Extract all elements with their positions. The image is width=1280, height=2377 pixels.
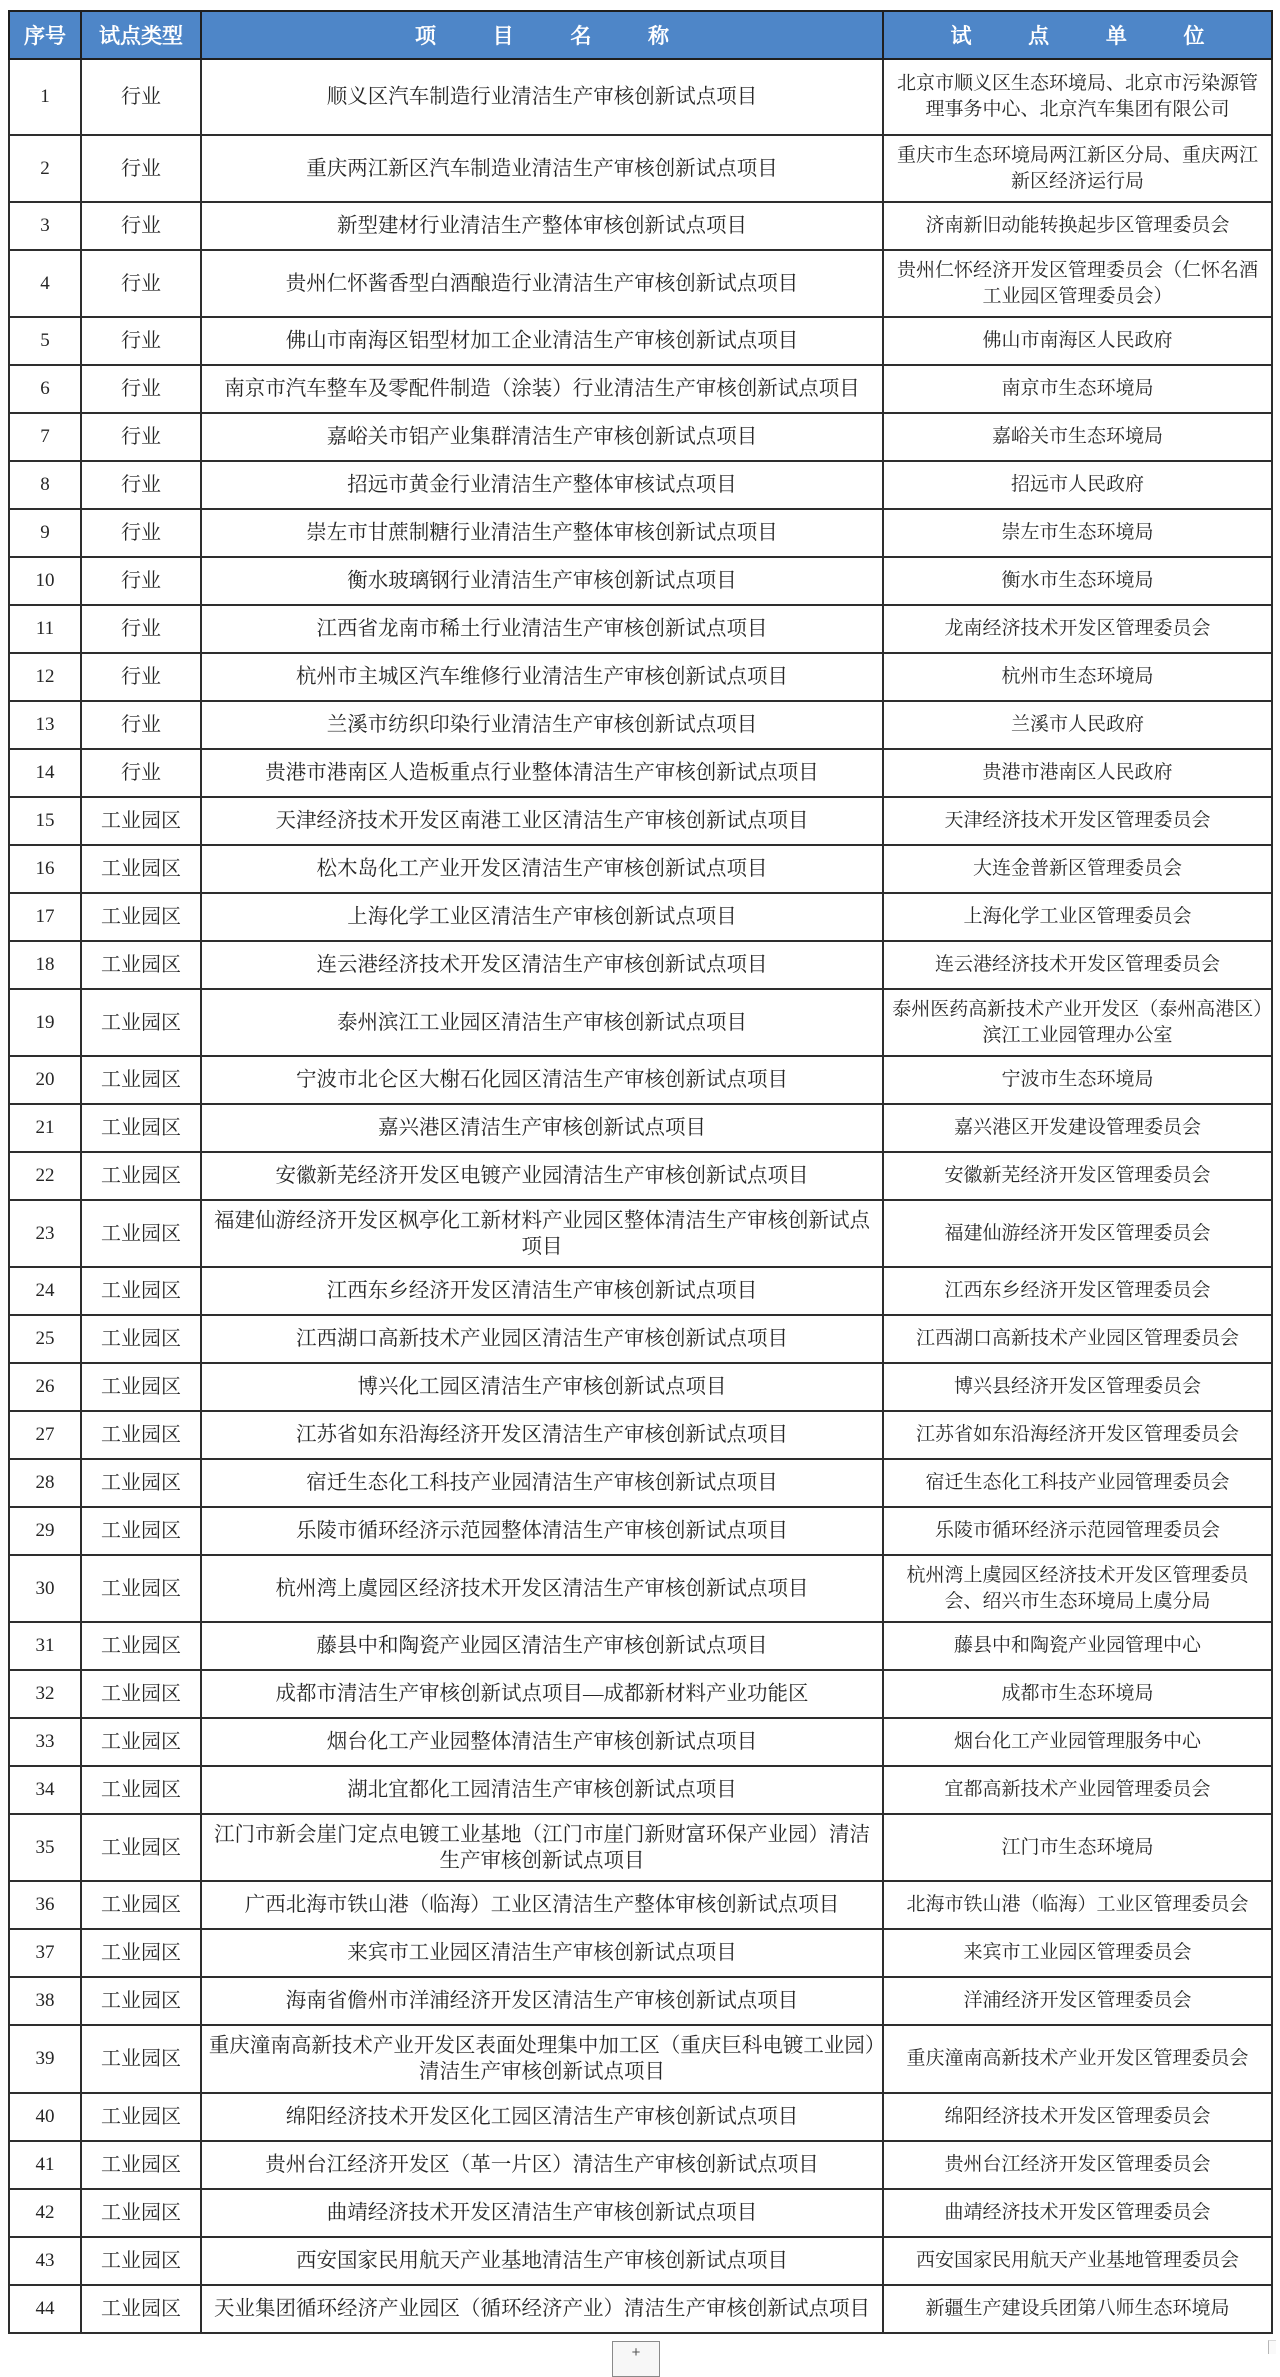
pilot-unit-cell: 北海市铁山港（临海）工业区管理委员会 — [883, 1881, 1272, 1929]
row-number-cell: 44 — [9, 2285, 81, 2333]
pilot-unit-cell: 杭州湾上虞园区经济技术开发区管理委员会、绍兴市生态环境局上虞分局 — [883, 1555, 1272, 1622]
pilot-type-cell: 工业园区 — [81, 2285, 201, 2333]
pilot-type-cell: 工业园区 — [81, 845, 201, 893]
table-row — [9, 2237, 1272, 2285]
pilot-type-cell: 行业 — [81, 317, 201, 365]
row-number-cell: 14 — [9, 749, 81, 797]
row-number-cell: 3 — [9, 202, 81, 250]
pilot-type-cell: 工业园区 — [81, 2025, 201, 2093]
table-row — [9, 2189, 1272, 2237]
table-row — [9, 317, 1272, 365]
project-name-cell: 贵港市港南区人造板重点行业整体清洁生产审核创新试点项目 — [201, 749, 883, 797]
project-name-cell: 贵州台江经济开发区（革一片区）清洁生产审核创新试点项目 — [201, 2141, 883, 2189]
pilot-unit-cell: 宿迁生态化工科技产业园管理委员会 — [883, 1459, 1272, 1507]
row-number-cell: 22 — [9, 1152, 81, 1200]
pilot-type-cell: 工业园区 — [81, 1315, 201, 1363]
pilot-unit-cell: 连云港经济技术开发区管理委员会 — [883, 941, 1272, 989]
table-row — [9, 845, 1272, 893]
row-number-cell: 2 — [9, 135, 81, 202]
table-row — [9, 1881, 1272, 1929]
project-name-cell: 泰州滨江工业园区清洁生产审核创新试点项目 — [201, 989, 883, 1056]
row-number-cell: 9 — [9, 509, 81, 557]
pilot-type-cell: 工业园区 — [81, 1267, 201, 1315]
project-name-cell: 重庆潼南高新技术产业开发区表面处理集中加工区（重庆巨科电镀工业园）清洁生产审核创新试点项目 — [201, 2025, 883, 2093]
table-row — [9, 605, 1272, 653]
table-row — [9, 1411, 1272, 1459]
table-header — [9, 11, 1272, 59]
pilot-type-cell: 工业园区 — [81, 941, 201, 989]
header-cell-pilot-unit: 试 点 单 位 — [883, 11, 1272, 59]
project-name-cell: 天业集团循环经济产业园区（循环经济产业）清洁生产审核创新试点项目 — [201, 2285, 883, 2333]
row-number-cell: 23 — [9, 1200, 81, 1267]
table-row — [9, 1555, 1272, 1622]
table-row — [9, 1814, 1272, 1881]
table-row — [9, 1929, 1272, 1977]
project-name-cell: 来宾市工业园区清洁生产审核创新试点项目 — [201, 1929, 883, 1977]
project-name-cell: 西安国家民用航天产业基地清洁生产审核创新试点项目 — [201, 2237, 883, 2285]
pilot-type-cell: 工业园区 — [81, 1622, 201, 1670]
pilot-type-cell: 行业 — [81, 59, 201, 135]
pilot-type-cell: 行业 — [81, 605, 201, 653]
project-name-cell: 新型建材行业清洁生产整体审核创新试点项目 — [201, 202, 883, 250]
pilot-unit-cell: 大连金普新区管理委员会 — [883, 845, 1272, 893]
project-name-cell: 藤县中和陶瓷产业园区清洁生产审核创新试点项目 — [201, 1622, 883, 1670]
row-number-cell: 7 — [9, 413, 81, 461]
pilot-unit-cell: 重庆市生态环境局两江新区分局、重庆两江新区经济运行局 — [883, 135, 1272, 202]
pilot-type-cell: 工业园区 — [81, 1814, 201, 1881]
pilot-type-cell: 工业园区 — [81, 1555, 201, 1622]
pilot-unit-cell: 南京市生态环境局 — [883, 365, 1272, 413]
row-number-cell: 18 — [9, 941, 81, 989]
pilot-type-cell: 工业园区 — [81, 1459, 201, 1507]
pilot-unit-cell: 成都市生态环境局 — [883, 1670, 1272, 1718]
project-name-cell: 崇左市甘蔗制糖行业清洁生产整体审核创新试点项目 — [201, 509, 883, 557]
header-cell-project-name: 项 目 名 称 — [201, 11, 883, 59]
row-number-cell: 35 — [9, 1814, 81, 1881]
pilot-type-cell: 工业园区 — [81, 1507, 201, 1555]
pilot-type-cell: 行业 — [81, 509, 201, 557]
project-name-cell: 杭州市主城区汽车维修行业清洁生产审核创新试点项目 — [201, 653, 883, 701]
row-number-cell: 10 — [9, 557, 81, 605]
pilot-unit-cell: 西安国家民用航天产业基地管理委员会 — [883, 2237, 1272, 2285]
row-number-cell: 42 — [9, 2189, 81, 2237]
pilot-unit-cell: 乐陵市循环经济示范园管理委员会 — [883, 1507, 1272, 1555]
row-number-cell: 29 — [9, 1507, 81, 1555]
pilot-type-cell: 行业 — [81, 135, 201, 202]
pilot-type-cell: 行业 — [81, 202, 201, 250]
pilot-unit-cell: 天津经济技术开发区管理委员会 — [883, 797, 1272, 845]
table-row — [9, 59, 1272, 135]
pilot-unit-cell: 上海化学工业区管理委员会 — [883, 893, 1272, 941]
table-row — [9, 1363, 1272, 1411]
table-body — [9, 59, 1272, 2333]
row-number-cell: 16 — [9, 845, 81, 893]
pilot-unit-cell: 江苏省如东沿海经济开发区管理委员会 — [883, 1411, 1272, 1459]
project-name-cell: 天津经济技术开发区南港工业区清洁生产审核创新试点项目 — [201, 797, 883, 845]
project-name-cell: 江西东乡经济开发区清洁生产审核创新试点项目 — [201, 1267, 883, 1315]
row-number-cell: 36 — [9, 1881, 81, 1929]
pilot-unit-cell: 藤县中和陶瓷产业园管理中心 — [883, 1622, 1272, 1670]
row-number-cell: 34 — [9, 1766, 81, 1814]
project-name-cell: 江门市新会崖门定点电镀工业基地（江门市崖门新财富环保产业园）清洁生产审核创新试点项目 — [201, 1814, 883, 1881]
project-name-cell: 贵州仁怀酱香型白酒酿造行业清洁生产审核创新试点项目 — [201, 250, 883, 317]
table-row — [9, 202, 1272, 250]
pilot-type-cell: 行业 — [81, 413, 201, 461]
pilot-unit-cell: 泰州医药高新技术产业开发区（泰州高港区）滨江工业园管理办公室 — [883, 989, 1272, 1056]
pilot-unit-cell: 江门市生态环境局 — [883, 1814, 1272, 1881]
row-number-cell: 33 — [9, 1718, 81, 1766]
header-row — [9, 11, 1272, 59]
scrollbar-fragment — [1268, 2340, 1276, 2354]
row-number-cell: 37 — [9, 1929, 81, 1977]
pilot-unit-cell: 嘉峪关市生态环境局 — [883, 413, 1272, 461]
pilot-type-cell: 工业园区 — [81, 1200, 201, 1267]
pilot-unit-cell: 招远市人民政府 — [883, 461, 1272, 509]
pilot-type-cell: 工业园区 — [81, 2141, 201, 2189]
project-name-cell: 绵阳经济技术开发区化工园区清洁生产审核创新试点项目 — [201, 2093, 883, 2141]
table-row — [9, 1507, 1272, 1555]
table-row — [9, 365, 1272, 413]
pilot-type-cell: 工业园区 — [81, 1056, 201, 1104]
row-number-cell: 20 — [9, 1056, 81, 1104]
row-number-cell: 28 — [9, 1459, 81, 1507]
pilot-type-cell: 工业园区 — [81, 1670, 201, 1718]
table-row — [9, 135, 1272, 202]
pilot-type-cell: 工业园区 — [81, 797, 201, 845]
pilot-type-cell: 工业园区 — [81, 1363, 201, 1411]
table-row — [9, 1152, 1272, 1200]
pilot-unit-cell: 贵州仁怀经济开发区管理委员会（仁怀名酒工业园区管理委员会） — [883, 250, 1272, 317]
project-name-cell: 江西省龙南市稀土行业清洁生产审核创新试点项目 — [201, 605, 883, 653]
row-number-cell: 31 — [9, 1622, 81, 1670]
pilot-unit-cell: 贵港市港南区人民政府 — [883, 749, 1272, 797]
row-number-cell: 17 — [9, 893, 81, 941]
pilot-unit-cell: 博兴县经济开发区管理委员会 — [883, 1363, 1272, 1411]
pilot-type-cell: 工业园区 — [81, 1152, 201, 1200]
pilot-type-cell: 行业 — [81, 250, 201, 317]
pilot-type-cell: 工业园区 — [81, 1929, 201, 1977]
table-row — [9, 2025, 1272, 2093]
project-name-cell: 烟台化工产业园整体清洁生产审核创新试点项目 — [201, 1718, 883, 1766]
pilot-type-cell: 工业园区 — [81, 1766, 201, 1814]
table-row — [9, 1718, 1272, 1766]
project-name-cell: 连云港经济技术开发区清洁生产审核创新试点项目 — [201, 941, 883, 989]
row-number-cell: 19 — [9, 989, 81, 1056]
pilot-unit-cell: 绵阳经济技术开发区管理委员会 — [883, 2093, 1272, 2141]
row-number-cell: 27 — [9, 1411, 81, 1459]
pilot-unit-cell: 北京市顺义区生态环境局、北京市污染源管理事务中心、北京汽车集团有限公司 — [883, 59, 1272, 135]
pilot-projects-table — [8, 10, 1273, 2334]
pilot-unit-cell: 兰溪市人民政府 — [883, 701, 1272, 749]
table-row — [9, 1267, 1272, 1315]
project-name-cell: 博兴化工园区清洁生产审核创新试点项目 — [201, 1363, 883, 1411]
pilot-unit-cell: 安徽新芜经济开发区管理委员会 — [883, 1152, 1272, 1200]
row-number-cell: 21 — [9, 1104, 81, 1152]
project-name-cell: 嘉兴港区清洁生产审核创新试点项目 — [201, 1104, 883, 1152]
row-number-cell: 6 — [9, 365, 81, 413]
pilot-type-cell: 工业园区 — [81, 2093, 201, 2141]
table-row — [9, 509, 1272, 557]
pilot-unit-cell: 洋浦经济开发区管理委员会 — [883, 1977, 1272, 2025]
row-number-cell: 12 — [9, 653, 81, 701]
table-row — [9, 989, 1272, 1056]
project-name-cell: 宿迁生态化工科技产业园清洁生产审核创新试点项目 — [201, 1459, 883, 1507]
table-row — [9, 1766, 1272, 1814]
pilot-type-cell: 工业园区 — [81, 1104, 201, 1152]
project-name-cell: 兰溪市纺织印染行业清洁生产审核创新试点项目 — [201, 701, 883, 749]
row-number-cell: 25 — [9, 1315, 81, 1363]
table-row — [9, 1104, 1272, 1152]
table-row — [9, 2093, 1272, 2141]
pilot-type-cell: 行业 — [81, 365, 201, 413]
pilot-type-cell: 行业 — [81, 461, 201, 509]
project-name-cell: 衡水玻璃钢行业清洁生产审核创新试点项目 — [201, 557, 883, 605]
table-row — [9, 653, 1272, 701]
row-number-cell: 41 — [9, 2141, 81, 2189]
project-name-cell: 湖北宜都化工园清洁生产审核创新试点项目 — [201, 1766, 883, 1814]
pilot-unit-cell: 济南新旧动能转换起步区管理委员会 — [883, 202, 1272, 250]
pilot-unit-cell: 来宾市工业园区管理委员会 — [883, 1929, 1272, 1977]
pilot-type-cell: 行业 — [81, 557, 201, 605]
pilot-unit-cell: 新疆生产建设兵团第八师生态环境局 — [883, 2285, 1272, 2333]
pilot-unit-cell: 宁波市生态环境局 — [883, 1056, 1272, 1104]
table-row — [9, 1056, 1272, 1104]
table-row — [9, 557, 1272, 605]
pilot-type-cell: 工业园区 — [81, 1881, 201, 1929]
pilot-unit-cell: 衡水市生态环境局 — [883, 557, 1272, 605]
row-number-cell: 4 — [9, 250, 81, 317]
project-name-cell: 江苏省如东沿海经济开发区清洁生产审核创新试点项目 — [201, 1411, 883, 1459]
table-row — [9, 1977, 1272, 2025]
pilot-unit-cell: 重庆潼南高新技术产业开发区管理委员会 — [883, 2025, 1272, 2093]
pilot-type-cell: 工业园区 — [81, 1977, 201, 2025]
pilot-unit-cell: 崇左市生态环境局 — [883, 509, 1272, 557]
table-row — [9, 1200, 1272, 1267]
row-number-cell: 13 — [9, 701, 81, 749]
table-row — [9, 893, 1272, 941]
project-name-cell: 海南省儋州市洋浦经济开发区清洁生产审核创新试点项目 — [201, 1977, 883, 2025]
project-name-cell: 招远市黄金行业清洁生产整体审核试点项目 — [201, 461, 883, 509]
project-name-cell: 松木岛化工产业开发区清洁生产审核创新试点项目 — [201, 845, 883, 893]
row-number-cell: 11 — [9, 605, 81, 653]
table-row — [9, 2141, 1272, 2189]
row-number-cell: 39 — [9, 2025, 81, 2093]
project-name-cell: 宁波市北仑区大榭石化园区清洁生产审核创新试点项目 — [201, 1056, 883, 1104]
pilot-type-cell: 工业园区 — [81, 2237, 201, 2285]
project-name-cell: 成都市清洁生产审核创新试点项目—成都新材料产业功能区 — [201, 1670, 883, 1718]
pilot-unit-cell: 宜都高新技术产业园管理委员会 — [883, 1766, 1272, 1814]
table-row — [9, 941, 1272, 989]
table-row — [9, 250, 1272, 317]
table-row — [9, 701, 1272, 749]
row-number-cell: 26 — [9, 1363, 81, 1411]
pilot-unit-cell: 佛山市南海区人民政府 — [883, 317, 1272, 365]
row-number-cell: 5 — [9, 317, 81, 365]
project-name-cell: 顺义区汽车制造行业清洁生产审核创新试点项目 — [201, 59, 883, 135]
pilot-type-cell: 行业 — [81, 653, 201, 701]
table-row — [9, 1459, 1272, 1507]
table-row — [9, 749, 1272, 797]
project-name-cell: 重庆两江新区汽车制造业清洁生产审核创新试点项目 — [201, 135, 883, 202]
pilot-type-cell: 工业园区 — [81, 1411, 201, 1459]
pilot-unit-cell: 贵州台江经济开发区管理委员会 — [883, 2141, 1272, 2189]
pilot-unit-cell: 江西东乡经济开发区管理委员会 — [883, 1267, 1272, 1315]
pilot-unit-cell: 龙南经济技术开发区管理委员会 — [883, 605, 1272, 653]
row-number-cell: 38 — [9, 1977, 81, 2025]
row-number-cell: 15 — [9, 797, 81, 845]
project-name-cell: 南京市汽车整车及零配件制造（涂装）行业清洁生产审核创新试点项目 — [201, 365, 883, 413]
pilot-unit-cell: 烟台化工产业园管理服务中心 — [883, 1718, 1272, 1766]
table-row — [9, 461, 1272, 509]
header-cell-index: 序号 — [9, 11, 81, 59]
project-name-cell: 福建仙游经济开发区枫亭化工新材料产业园区整体清洁生产审核创新试点项目 — [201, 1200, 883, 1267]
pilot-unit-cell: 杭州市生态环境局 — [883, 653, 1272, 701]
project-name-cell: 乐陵市循环经济示范园整体清洁生产审核创新试点项目 — [201, 1507, 883, 1555]
project-name-cell: 上海化学工业区清洁生产审核创新试点项目 — [201, 893, 883, 941]
table-row — [9, 797, 1272, 845]
row-number-cell: 24 — [9, 1267, 81, 1315]
pilot-unit-cell: 嘉兴港区开发建设管理委员会 — [883, 1104, 1272, 1152]
table-row — [9, 1315, 1272, 1363]
pilot-type-cell: 行业 — [81, 701, 201, 749]
project-name-cell: 佛山市南海区铝型材加工企业清洁生产审核创新试点项目 — [201, 317, 883, 365]
pilot-type-cell: 工业园区 — [81, 2189, 201, 2237]
project-name-cell: 杭州湾上虞园区经济技术开发区清洁生产审核创新试点项目 — [201, 1555, 883, 1622]
row-number-cell: 30 — [9, 1555, 81, 1622]
pilot-type-cell: 行业 — [81, 749, 201, 797]
row-number-cell: 8 — [9, 461, 81, 509]
row-number-cell: 1 — [9, 59, 81, 135]
table-row — [9, 2285, 1272, 2333]
table-row — [9, 1622, 1272, 1670]
table-row — [9, 1670, 1272, 1718]
add-button[interactable]: + — [612, 2341, 660, 2377]
pilot-unit-cell: 曲靖经济技术开发区管理委员会 — [883, 2189, 1272, 2237]
table-row — [9, 413, 1272, 461]
project-name-cell: 安徽新芜经济开发区电镀产业园清洁生产审核创新试点项目 — [201, 1152, 883, 1200]
pilot-type-cell: 工业园区 — [81, 989, 201, 1056]
project-name-cell: 曲靖经济技术开发区清洁生产审核创新试点项目 — [201, 2189, 883, 2237]
pilot-unit-cell: 江西湖口高新技术产业园区管理委员会 — [883, 1315, 1272, 1363]
project-name-cell: 江西湖口高新技术产业园区清洁生产审核创新试点项目 — [201, 1315, 883, 1363]
pilot-type-cell: 工业园区 — [81, 1718, 201, 1766]
row-number-cell: 43 — [9, 2237, 81, 2285]
project-name-cell: 广西北海市铁山港（临海）工业区清洁生产整体审核创新试点项目 — [201, 1881, 883, 1929]
row-number-cell: 32 — [9, 1670, 81, 1718]
project-name-cell: 嘉峪关市铝产业集群清洁生产审核创新试点项目 — [201, 413, 883, 461]
pilot-type-cell: 工业园区 — [81, 893, 201, 941]
header-cell-pilot-type: 试点类型 — [81, 11, 201, 59]
pilot-unit-cell: 福建仙游经济开发区管理委员会 — [883, 1200, 1272, 1267]
row-number-cell: 40 — [9, 2093, 81, 2141]
